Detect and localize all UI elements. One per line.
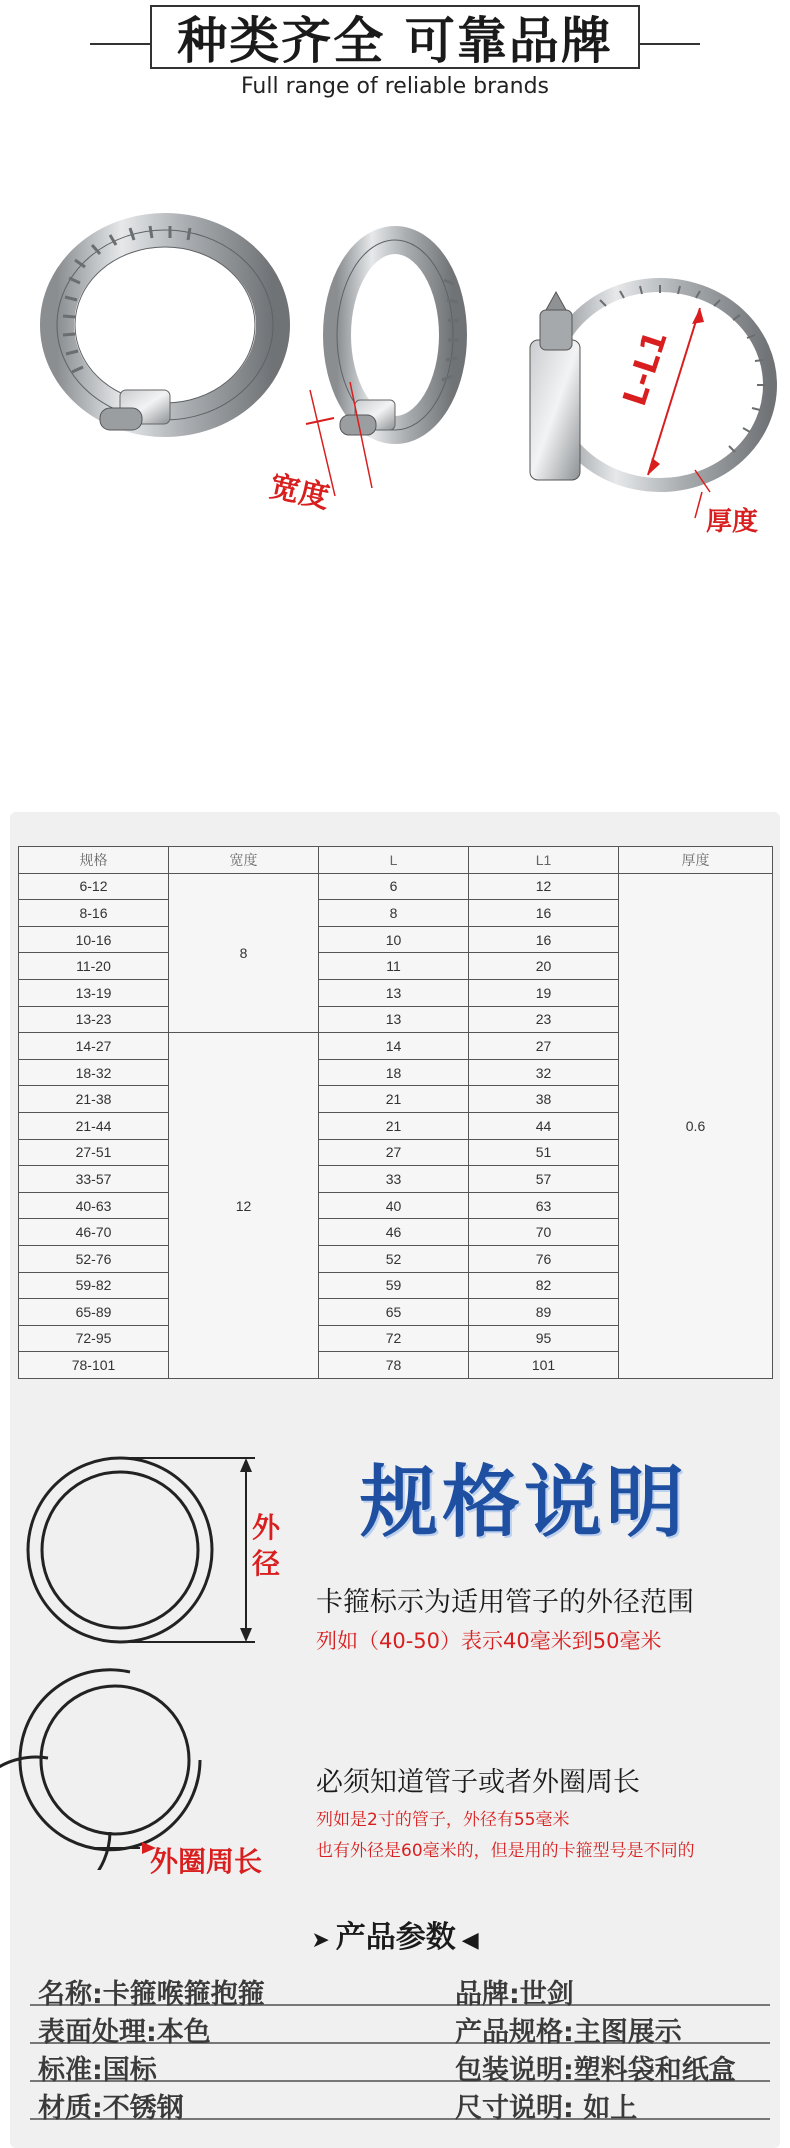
cell-l: 78 <box>319 1352 469 1379</box>
cell-l1: 20 <box>469 953 619 980</box>
outer-diameter-label: 外径 <box>252 1511 281 1580</box>
pipe-diagram <box>0 1440 300 1870</box>
cell-width: 8 <box>169 873 319 1033</box>
param-size: 尺寸说明: 如上 <box>455 2093 638 2124</box>
cell-l1: 82 <box>469 1272 619 1299</box>
cell-l: 33 <box>319 1166 469 1193</box>
cell-l1: 70 <box>469 1219 619 1246</box>
large-clamp <box>57 226 273 430</box>
col-header-l1: L1 <box>469 847 619 874</box>
cell-spec: 27-51 <box>19 1139 169 1166</box>
param-row <box>30 2086 770 2124</box>
cell-spec: 65-89 <box>19 1299 169 1326</box>
cell-spec: 46-70 <box>19 1219 169 1246</box>
medium-clamp <box>306 240 459 496</box>
explain-line-4: 列如是2寸的管子，外径有55毫米 <box>316 1810 570 1830</box>
cell-l: 6 <box>319 873 469 900</box>
cell-l: 21 <box>319 1086 469 1113</box>
cell-l: 13 <box>319 979 469 1006</box>
cell-l: 65 <box>319 1299 469 1326</box>
table-body <box>19 873 773 1378</box>
param-surface: 表面处理:本色 <box>38 2017 211 2048</box>
thickness-label: 厚度 <box>706 507 759 537</box>
param-material: 材质:不锈钢 <box>38 2093 184 2124</box>
cell-l1: 101 <box>469 1352 619 1379</box>
params-heading <box>0 1912 790 1956</box>
param-name: 名称:卡箍喉箍抱箍 <box>38 1979 265 2010</box>
param-packaging: 包装说明:塑料袋和纸盒 <box>455 2055 736 2086</box>
cell-spec: 78-101 <box>19 1352 169 1379</box>
cell-spec: 13-23 <box>19 1006 169 1033</box>
hose-clamps-illustration <box>0 200 790 720</box>
cell-l1: 95 <box>469 1325 619 1352</box>
cell-l: 18 <box>319 1059 469 1086</box>
arrow-right-icon: ➤ <box>311 1928 330 1953</box>
param-row <box>30 2010 770 2048</box>
param-standard: 标准:国标 <box>38 2055 157 2086</box>
cell-l: 11 <box>319 953 469 980</box>
col-header-width: 宽度 <box>169 847 319 874</box>
cell-spec: 6-12 <box>19 873 169 900</box>
cell-width: 12 <box>169 1033 319 1379</box>
cell-spec: 21-44 <box>19 1112 169 1139</box>
spec-title: 规格说明 <box>360 1458 689 1548</box>
cell-spec: 72-95 <box>19 1325 169 1352</box>
explain-line-2: 列如（40-50）表示40毫米到50毫米 <box>316 1629 662 1653</box>
cell-spec: 18-32 <box>19 1059 169 1086</box>
cell-l: 52 <box>319 1245 469 1272</box>
explain-line-3: 必须知道管子或者外圈周长 <box>316 1767 640 1798</box>
explain-line-1: 卡箍标示为适用管子的外径范围 <box>316 1587 694 1618</box>
param-row <box>30 1972 770 2010</box>
explain-line-5: 也有外径是60毫米的，但是用的卡箍型号是不同的 <box>316 1841 695 1861</box>
cell-l1: 12 <box>469 873 619 900</box>
cell-l1: 51 <box>469 1139 619 1166</box>
col-header-spec: 规格 <box>19 847 169 874</box>
col-header-thickness: 厚度 <box>619 847 773 874</box>
cell-spec: 33-57 <box>19 1166 169 1193</box>
header-title: 种类齐全 可靠品牌 <box>150 5 640 69</box>
cell-l1: 63 <box>469 1192 619 1219</box>
cell-l: 40 <box>319 1192 469 1219</box>
cell-spec: 13-19 <box>19 979 169 1006</box>
cell-l1: 38 <box>469 1086 619 1113</box>
cell-l1: 23 <box>469 1006 619 1033</box>
spec-explanation <box>0 1440 790 1878</box>
cell-l: 13 <box>319 1006 469 1033</box>
table-row <box>19 873 773 900</box>
cell-l: 72 <box>319 1325 469 1352</box>
spec-table <box>18 846 773 1379</box>
cell-l: 21 <box>319 1112 469 1139</box>
cell-spec: 21-38 <box>19 1086 169 1113</box>
param-row <box>30 2048 770 2086</box>
cell-spec: 8-16 <box>19 900 169 927</box>
cell-spec: 40-63 <box>19 1192 169 1219</box>
cell-l1: 16 <box>469 926 619 953</box>
length-label: L-L1 <box>615 325 675 411</box>
product-photo <box>0 200 790 720</box>
cell-l: 8 <box>319 900 469 927</box>
cell-l: 27 <box>319 1139 469 1166</box>
header-rule-left <box>90 43 150 45</box>
cell-l1: 76 <box>469 1245 619 1272</box>
cell-spec: 52-76 <box>19 1245 169 1272</box>
table-header-row <box>19 847 773 874</box>
col-header-l: L <box>319 847 469 874</box>
cell-l: 59 <box>319 1272 469 1299</box>
param-spec: 产品规格:主图展示 <box>455 2017 682 2048</box>
cell-l1: 44 <box>469 1112 619 1139</box>
header-subtitle: Full range of reliable brands <box>240 74 550 99</box>
cell-l1: 19 <box>469 979 619 1006</box>
params-title: 产品参数 <box>335 1920 456 1955</box>
arrow-left-icon: ◀ <box>461 1928 479 1953</box>
cell-l1: 89 <box>469 1299 619 1326</box>
header-banner <box>0 0 790 110</box>
cell-l: 46 <box>319 1219 469 1246</box>
param-brand: 品牌:世剑 <box>455 1979 574 2010</box>
width-label: 宽度 <box>266 469 333 516</box>
cell-spec: 14-27 <box>19 1033 169 1060</box>
cell-l1: 16 <box>469 900 619 927</box>
cell-l1: 32 <box>469 1059 619 1086</box>
circumference-label: 外圈周长 <box>150 1845 263 1878</box>
cell-spec: 59-82 <box>19 1272 169 1299</box>
cell-spec: 11-20 <box>19 953 169 980</box>
cell-l1: 57 <box>469 1166 619 1193</box>
cell-l: 10 <box>319 926 469 953</box>
cell-l1: 27 <box>469 1033 619 1060</box>
cell-spec: 10-16 <box>19 926 169 953</box>
cell-thickness: 0.6 <box>619 873 773 1378</box>
cell-l: 14 <box>319 1033 469 1060</box>
header-rule-right <box>640 43 700 45</box>
